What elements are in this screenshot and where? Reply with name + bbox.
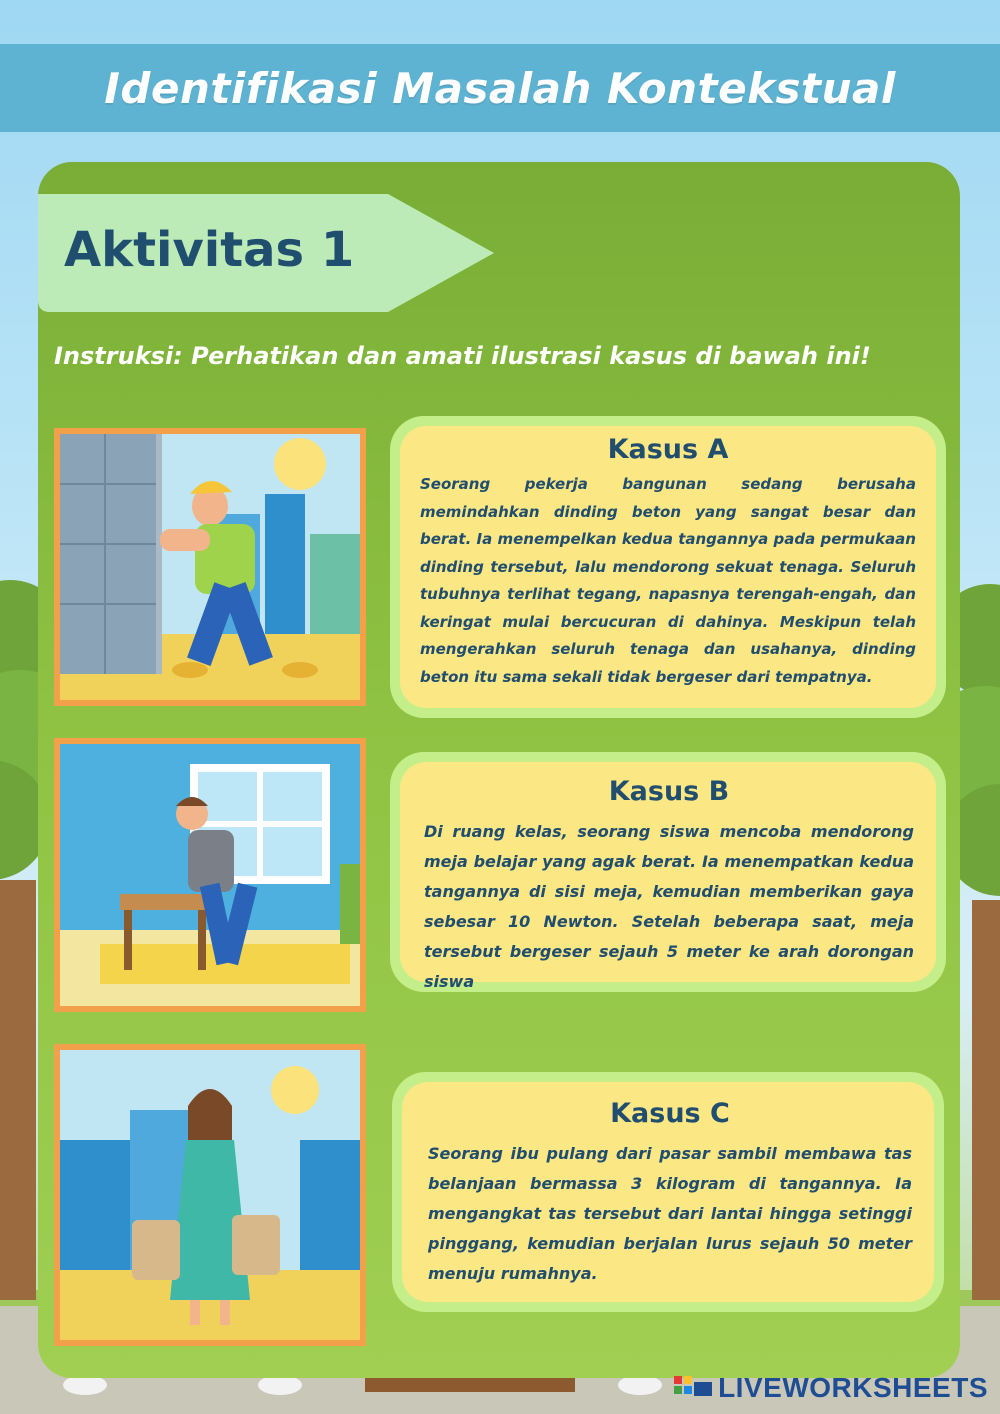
illustration-case-b	[54, 738, 366, 1012]
case-a-title: Kasus A	[607, 434, 729, 465]
case-b-card	[390, 752, 946, 992]
liveworksheets-logo-icon	[672, 1372, 714, 1404]
case-b-title: Kasus B	[608, 776, 730, 807]
woman-carrying-bags-illustration	[60, 1050, 360, 1340]
student-pushing-desk-illustration	[60, 744, 360, 1006]
page-title: Identifikasi Masalah Kontekstual	[104, 63, 896, 113]
worker-pushing-wall-illustration	[60, 434, 360, 700]
case-a-card	[390, 416, 946, 718]
instruction-text: Instruksi: Perhatikan dan amati ilustrasi kasus di bawah ini!	[54, 342, 871, 370]
activity-tag	[38, 194, 494, 312]
title-band	[0, 44, 1000, 132]
case-c-text: Seorang ibu pulang dari pasar sambil membawa tas belanjaan bermassa 3 kilogram di tangannya. Ia mengangkat tas tersebut dari lantai hingga setinggi pinggang, kemudian berjalan lurus sejauh 50 meter menuju rumahnya.	[428, 1144, 912, 1283]
case-a-text: Seorang pekerja bangunan sedang berusaha memindahkan dinding beton yang sangat besar dan berat. Ia menempelkan kedua tangannya pada permukaan dinding tersebut, lalu mendorong sekuat tenaga. Seluruh tubuhnya terlihat tegang, napasnya terengah-engah, dan keringat mulai bercucuran di dahinya. Meskipun telah mengerahkan seluruh tenaga dan usahanya, dinding beton itu sama sekali tidak bergeser dari tempatnya.	[420, 475, 916, 686]
liveworksheets-watermark	[672, 1370, 988, 1406]
case-c-card	[392, 1072, 944, 1312]
case-b-text: Di ruang kelas, seorang siswa mencoba mendorong meja belajar yang agak berat. Ia menempatkan kedua tangannya di sisi meja, kemudian memberikan gaya sebesar 10 Newton. Setelah beberapa saat, meja tersebut bergeser sejauh 5 meter ke arah dorongan siswa	[424, 822, 914, 991]
illustration-case-a	[54, 428, 366, 706]
illustration-case-c	[54, 1044, 366, 1346]
watermark-text: LIVEWORKSHEETS	[718, 1372, 988, 1403]
activity-label: Aktivitas 1	[64, 222, 355, 278]
case-c-title: Kasus C	[610, 1098, 730, 1129]
